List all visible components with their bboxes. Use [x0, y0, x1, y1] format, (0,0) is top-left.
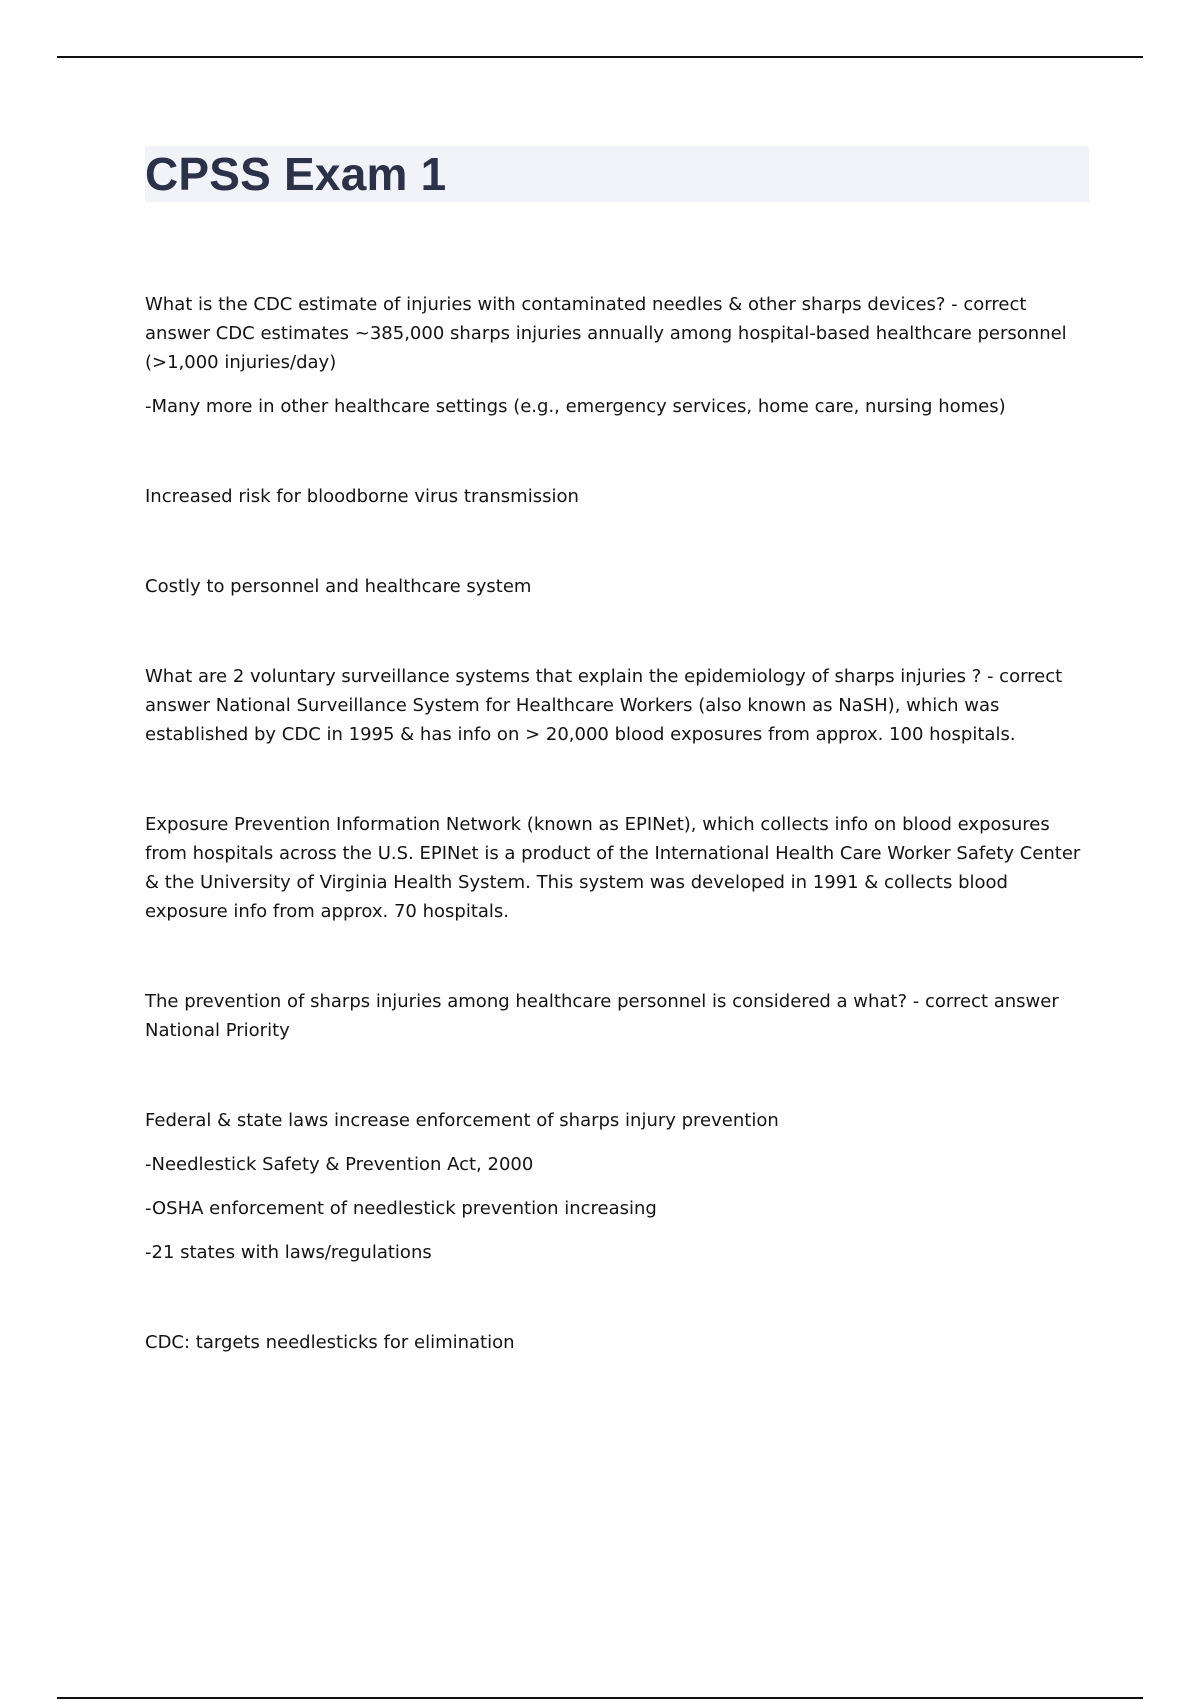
paragraph-epinet: Exposure Prevention Information Network (known as EPINet), which collects info on blood exposures from hospitals across the U.S. EPINet is a product of the International Health Care Worker Safety Center & the University of Virginia Health System. This system was developed in 1991 & collects blood exposure info from approx. 70 hospitals. [145, 814, 1081, 922]
paragraph-costly: Costly to personnel and healthcare system [145, 576, 532, 597]
paragraph-cdc-targets: CDC: targets needlesticks for elimination [145, 1332, 515, 1353]
paragraph-osha: -OSHA enforcement of needlestick prevention increasing [145, 1198, 657, 1219]
bottom-rule [57, 1697, 1143, 1699]
paragraph-21-states: -21 states with laws/regulations [145, 1242, 432, 1263]
paragraph-cdc-estimate: What is the CDC estimate of injuries with contaminated needles & other sharps devices? - correct answer CDC estimates ~385,000 sharps injuries annually among hospital-based healthcare personnel (>1,000 injuries/day) [145, 294, 1067, 373]
paragraph-surveillance-question: What are 2 voluntary surveillance systems that explain the epidemiology of sharps injuries ? - correct answer National Surveillance System for Healthcare Workers (also known as NaSH), which was established by CDC in 1995 & has info on > 20,000 blood exposures from approx. 100 hospitals. [145, 666, 1063, 745]
paragraph-needlestick-act: -Needlestick Safety & Prevention Act, 2000 [145, 1154, 534, 1175]
paragraph-bloodborne-risk: Increased risk for bloodborne virus transmission [145, 486, 579, 507]
top-rule [57, 56, 1143, 58]
paragraph-national-priority: The prevention of sharps injuries among healthcare personnel is considered a what? - correct answer National Priority [145, 991, 1059, 1041]
paragraph-other-settings: -Many more in other healthcare settings (e.g., emergency services, home care, nursing homes) [145, 396, 1006, 417]
document-title: CPSS Exam 1 [145, 148, 447, 200]
paragraph-federal-state-laws: Federal & state laws increase enforcement of sharps injury prevention [145, 1110, 779, 1131]
document-body [145, 290, 1091, 1357]
